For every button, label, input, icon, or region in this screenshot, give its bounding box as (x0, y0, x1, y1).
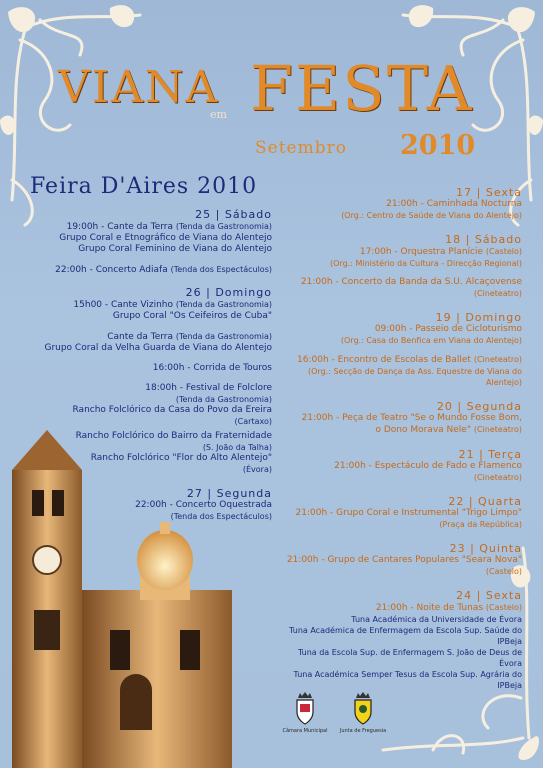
camara-crest-logo (293, 692, 317, 726)
event-line: Rancho Folclórico "Flor do Alto Alentejo" (90, 453, 272, 463)
title-viana: VIANA (58, 62, 220, 113)
day-heading: 27 | Segunda (186, 487, 272, 500)
event-venue: (Tenda da Gastronomia) (175, 395, 272, 404)
event-line: Grupo Coral e Etnográfico de Viana do Alentejo (59, 233, 272, 243)
event-line: 19:00h - Cante da Terra (Tenda da Gastronomia) (66, 222, 272, 232)
event-line: Grupo Coral "Os Ceifeiros de Cuba" (112, 311, 272, 321)
title-year: 2010 (400, 130, 476, 161)
day-heading: 19 | Domingo (435, 311, 522, 324)
event-line: 17:00h - Orquestra Planície (Castelo) (359, 247, 522, 257)
event-line: 21:00h - Grupo de Cantares Populares "Seara Nova" (286, 555, 522, 565)
day-heading: 20 | Segunda (436, 400, 522, 413)
event-line: 21:00h - Peça de Teatro "Se o Mundo Fosse Bom, (301, 413, 522, 423)
event-venue: (Cartaxo) (234, 417, 272, 426)
camara-label: Câmara Municipal (282, 728, 328, 734)
day-heading: 22 | Quarta (448, 495, 522, 508)
junta-crest-logo (351, 692, 375, 726)
day-heading: 23 | Quinta (449, 542, 522, 555)
event-line: 21:00h - Espectáculo de Fado e Flamenco (334, 461, 522, 471)
event-line: 09:00h - Passeio de Cicloturismo (374, 324, 522, 334)
event-line: Cante da Terra (Tenda da Gastronomia) (107, 332, 272, 342)
event-note: (Org.: Ministério da Cultura - Direcção Regional) (330, 259, 522, 268)
event-line: 18:00h - Festival de Folclore (145, 383, 272, 393)
title-em: em (210, 108, 227, 121)
day-heading: 24 | Sexta (456, 589, 522, 602)
event-venue: (Tenda dos Espectáculos) (170, 512, 272, 521)
event-note: (Org.: Casa do Benfica em Viana do Alentejo) (340, 336, 522, 345)
event-venue: (Cineteatro) (473, 473, 522, 482)
event-line: 16:00h - Corrida de Touros (152, 363, 272, 373)
event-venue: (S. João da Talha) (202, 443, 272, 452)
title-month: Setembro (255, 138, 347, 158)
day-heading: 18 | Sábado (445, 233, 522, 246)
event-line: 15h00 - Cante Vizinho (Tenda da Gastronomia) (73, 300, 272, 310)
event-note: (Org.: Centro de Saúde de Viana do Alentejo) (341, 211, 522, 220)
event-note: Tuna Académica da Universidade de Évora (351, 615, 522, 624)
event-note: (Org.: Secção de Dança da Ass. Equestre de Viana do Alentejo) (308, 367, 522, 387)
event-note: Tuna Académica de Enfermagem da Escola Sup. Saúde do IPBeja (289, 626, 522, 646)
event-venue: (Praça da República) (439, 520, 522, 529)
event-line: 21:00h - Noite de Tunas (Castelo) (375, 603, 522, 613)
event-venue: (Cineteatro) (473, 289, 522, 298)
event-line: 21:00h - Grupo Coral e Instrumental "Trigo Limpo" (295, 508, 522, 518)
event-line: 22:00h - Concerto Adiafa (Tenda dos Espectáculos) (55, 265, 272, 275)
day-heading: 26 | Domingo (185, 286, 272, 299)
event-venue: (Évora) (242, 465, 272, 474)
right-program (282, 186, 522, 691)
event-line: Grupo Coral Feminino de Viana do Alentejo (78, 244, 272, 254)
event-note: Tuna Académica Semper Tesus da Escola Sup. Agrária do IPBeja (293, 670, 522, 690)
event-line: 22:00h - Concerto Oquestrada (135, 500, 272, 510)
event-line: Grupo Coral da Velha Guarda de Viana do Alentejo (44, 343, 272, 353)
left-program (28, 208, 272, 522)
day-heading: 25 | Sábado (195, 208, 272, 221)
event-line: 16:00h - Encontro de Escolas de Ballet (Cineteatro) (297, 355, 522, 365)
junta-label: Junta de Freguesia (339, 728, 387, 734)
day-heading: 17 | Sexta (456, 186, 522, 199)
event-line: 21:00h - Caminhada Nocturna (386, 199, 522, 209)
event-line: 21:00h - Concerto da Banda da S.U. Alcaçovense (300, 277, 522, 287)
event-note: Tuna da Escola Sup. de Enfermagem S. João de Deus de Évora (297, 648, 522, 668)
event-line: o Dono Morava Nele" (Cineteatro) (375, 425, 522, 435)
day-heading: 21 | Terça (458, 448, 522, 461)
event-venue: (Castelo) (485, 567, 522, 576)
title-festa: FESTA (250, 52, 474, 125)
event-line: Rancho Folclórico da Casa do Povo da Ereira (72, 405, 272, 415)
feira-heading: Feira D'Aires 2010 (30, 174, 258, 199)
event-line: Rancho Folclórico do Bairro da Fraternidade (75, 431, 272, 441)
